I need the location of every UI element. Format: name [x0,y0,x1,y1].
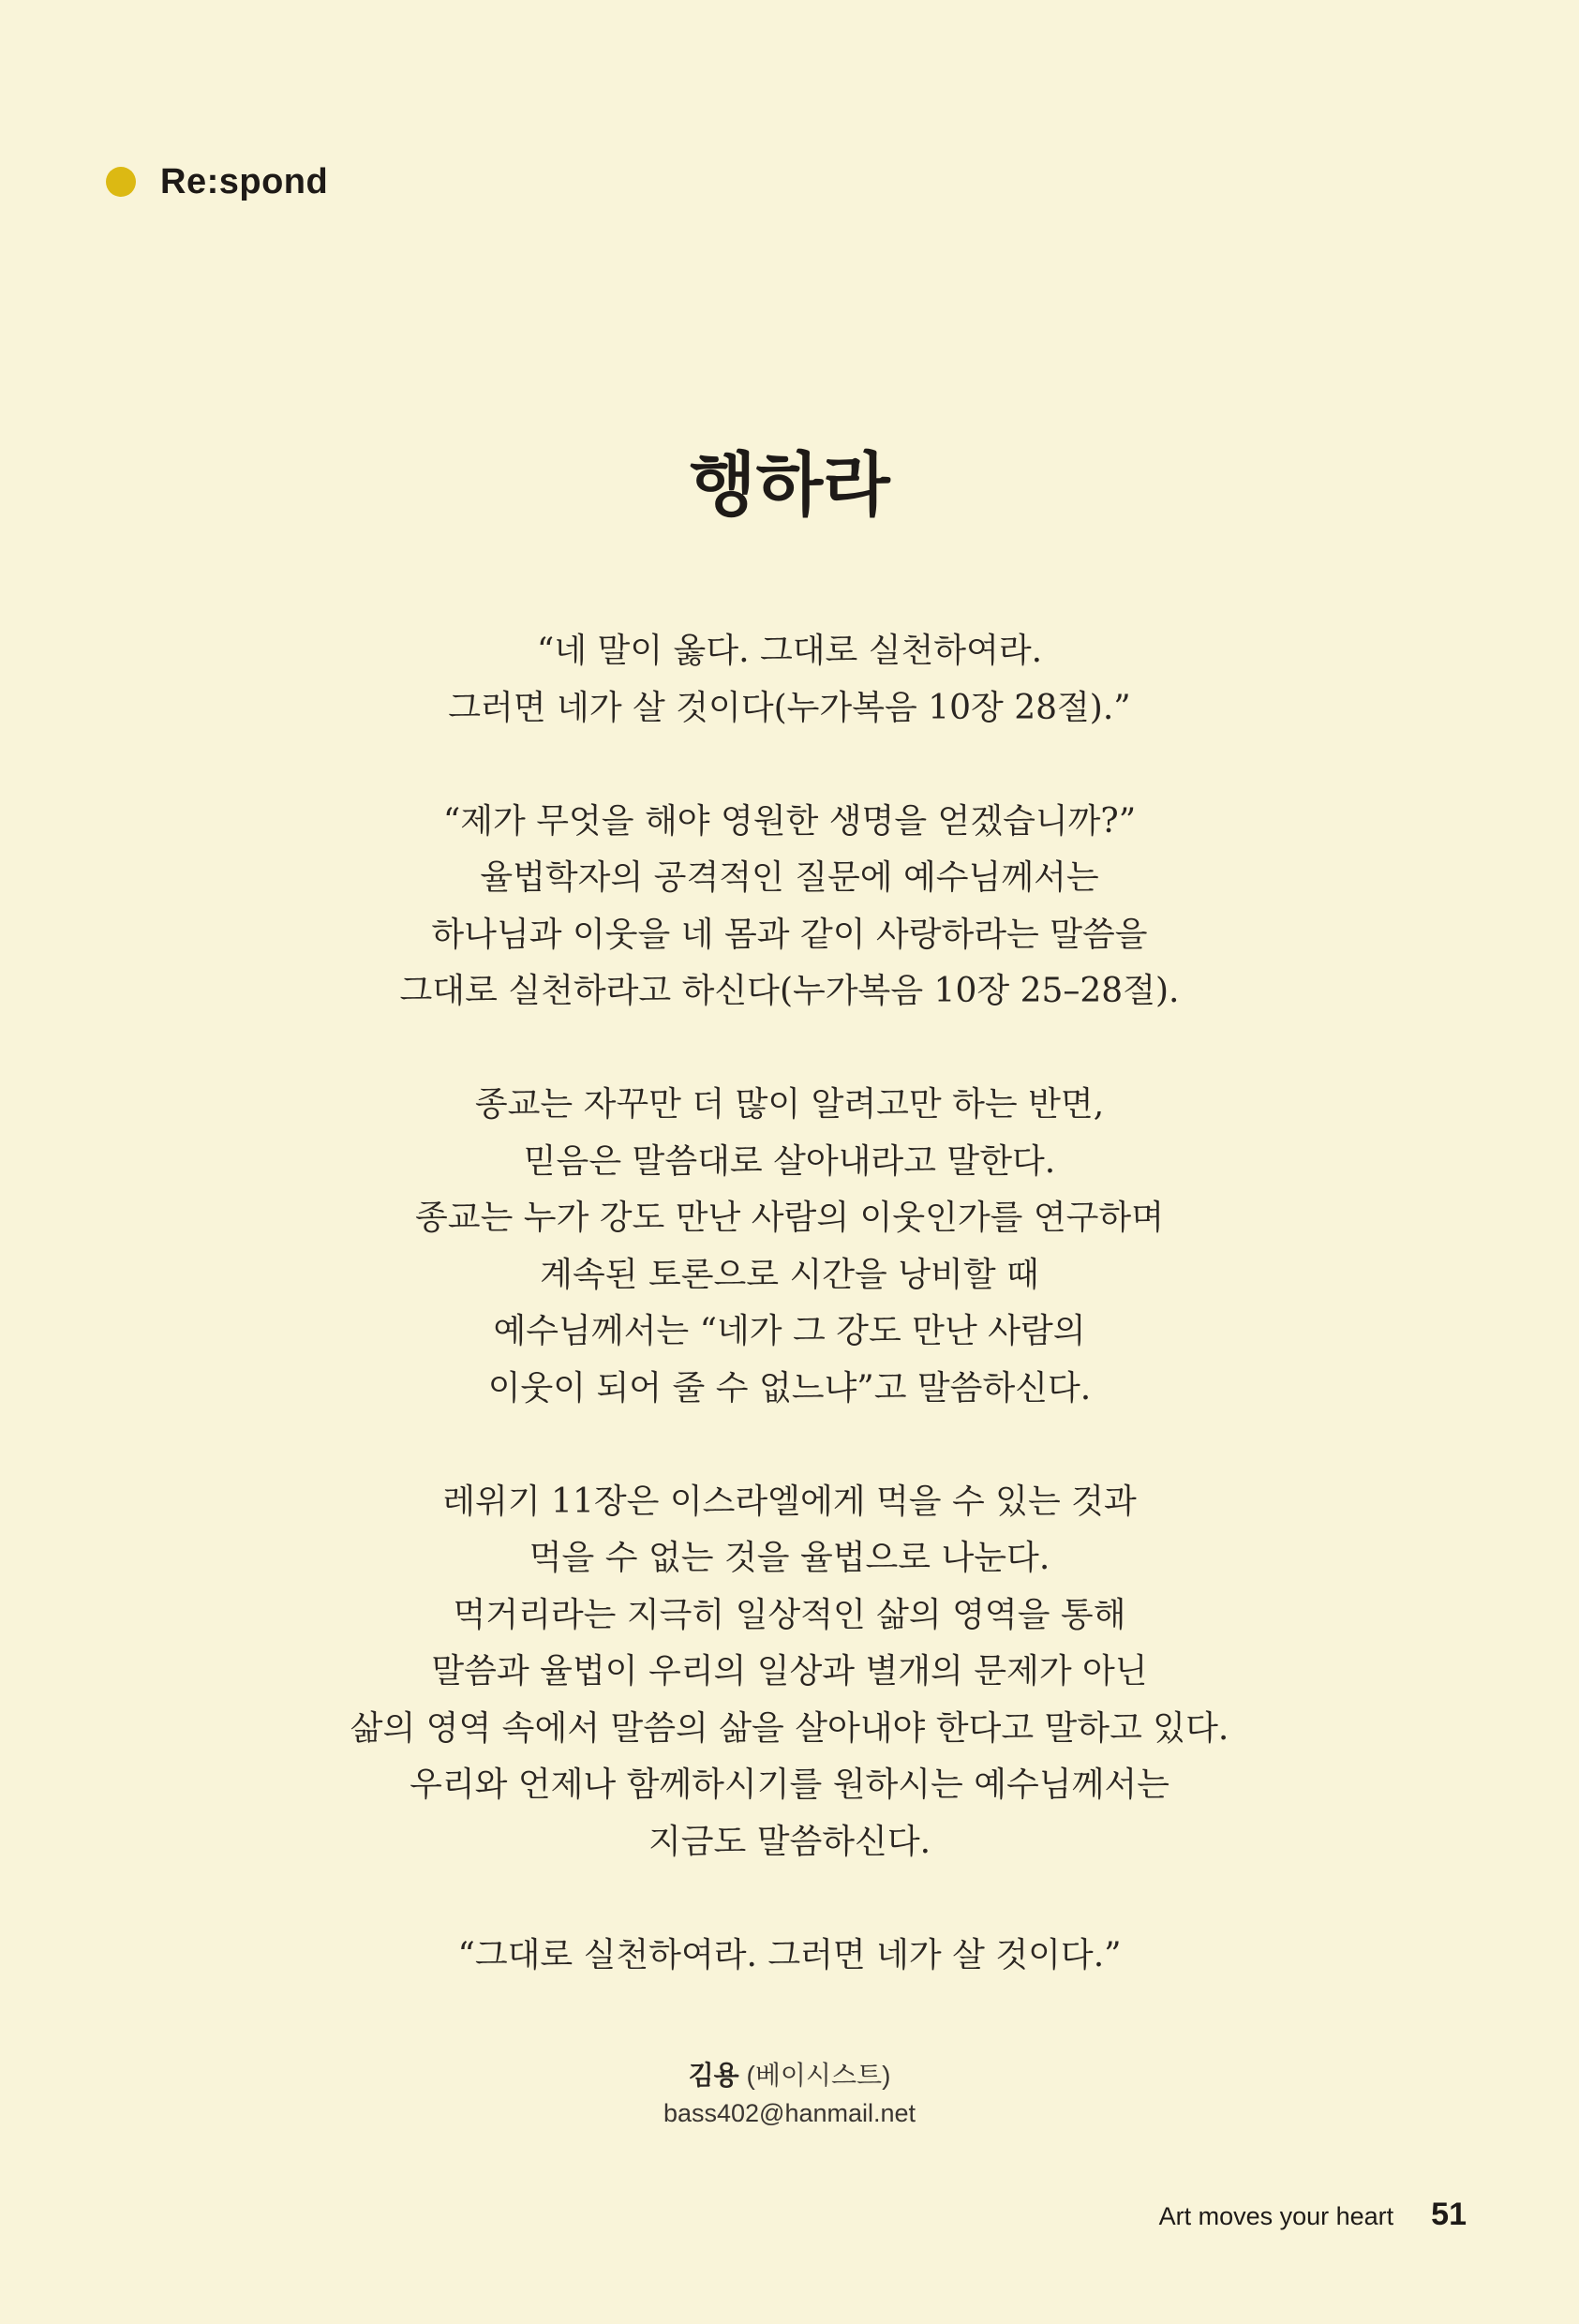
poem-line: 종교는 자꾸만 더 많이 알려고만 하는 반면, [474,1085,1105,1124]
poem-line: 지금도 말씀하신다. [648,1822,931,1861]
poem-line: “네 말이 옳다. 그대로 실천하여라. [536,632,1043,670]
poem-line: 그대로 실천하라고 하신다(누가복음 10장 25–28절). [399,972,1180,1010]
poem-stanza [0,623,1579,737]
section-bullet-icon [106,167,136,197]
poem-line: 믿음은 말씀대로 살아내라고 말한다. [523,1141,1056,1181]
poem-line: 그러면 네가 살 것이다(누가복음 10장 28절).” [448,688,1131,727]
poem-line: 하나님과 이웃을 네 몸과 같이 사랑하라는 말씀을 [431,915,1148,954]
poem-stanza [0,794,1579,1020]
poem-body [0,623,1579,1984]
section-label: Re:spond [160,161,329,201]
author-name: 김용 [688,2061,739,2090]
poem-stanza [0,1928,1579,1985]
page-footer [1159,2197,1467,2233]
poem-line: 먹을 수 없는 것을 율법으로 나눈다. [529,1539,1050,1577]
poem-line: 종교는 누가 강도 만난 사람의 이웃인가를 연구하며 [415,1199,1164,1237]
poem-line: “그대로 실천하여라. 그러면 네가 살 것이다.” [457,1935,1122,1974]
poem-line: 레위기 11장은 이스라엘에게 먹을 수 있는 것과 [442,1482,1137,1521]
poem-line: 삶의 영역 속에서 말씀의 삶을 살아내야 한다고 말하고 있다. [350,1708,1229,1748]
poem-line: 말씀과 율법이 우리의 일상과 별개의 문제가 아닌 [431,1652,1148,1691]
poem-line: “제가 무엇을 해야 영원한 생명을 얻겠습니까?” [442,801,1137,841]
page-number: 51 [1431,2197,1467,2232]
poem-line: 율법학자의 공격적인 질문에 예수님께서는 [480,858,1099,897]
poem-stanza [0,1077,1579,1417]
poem-stanza [0,1474,1579,1871]
section-tag [106,159,328,204]
poem-line: 예수님께서는 “네가 그 강도 만난 사람의 [493,1312,1086,1350]
article-title: 행하라 [689,445,890,526]
footer-slogan: Art moves your heart [1158,2202,1394,2230]
author-role: (베이시스트) [746,2061,891,2090]
poem-line: 계속된 토론으로 시간을 낭비할 때 [540,1255,1039,1294]
author-credit [0,2057,1579,2132]
poem-line: 이웃이 되어 줄 수 없느냐”고 말씀하신다. [487,1368,1092,1408]
poem-line: 우리와 언제나 함께하시기를 원하시는 예수님께서는 [410,1765,1169,1804]
poem-line: 먹거리라는 지극히 일상적인 삶의 영역을 통해 [453,1595,1126,1634]
author-email: bass402@hanmail.net [663,2099,916,2127]
